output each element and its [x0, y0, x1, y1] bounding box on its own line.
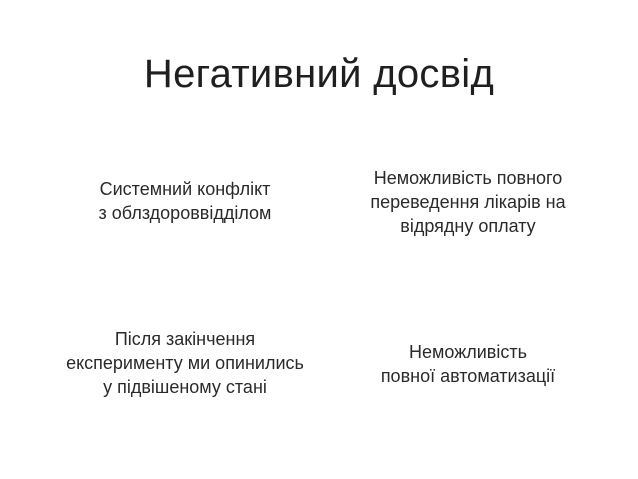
point-line: повної автоматизації [380, 366, 556, 386]
point-line: відрядну оплату [400, 216, 536, 236]
point-line: Неможливість повного [373, 168, 563, 188]
point-line: Неможливість [409, 342, 527, 362]
point-line: експерименту ми опинились [66, 353, 304, 373]
point-system-conflict [40, 177, 330, 225]
point-after-experiment [25, 327, 345, 399]
point-automation [318, 340, 618, 388]
point-line: Системний конфлікт [99, 179, 271, 199]
point-line: Після закінчення [114, 329, 256, 349]
point-piecework-pay [318, 166, 618, 238]
slide-title: Негативний досвід [143, 52, 495, 96]
point-line: у підвішеному стані [103, 377, 267, 397]
point-line: переведення лікарів на [370, 192, 566, 212]
point-line: з облздороввідділом [98, 203, 272, 223]
